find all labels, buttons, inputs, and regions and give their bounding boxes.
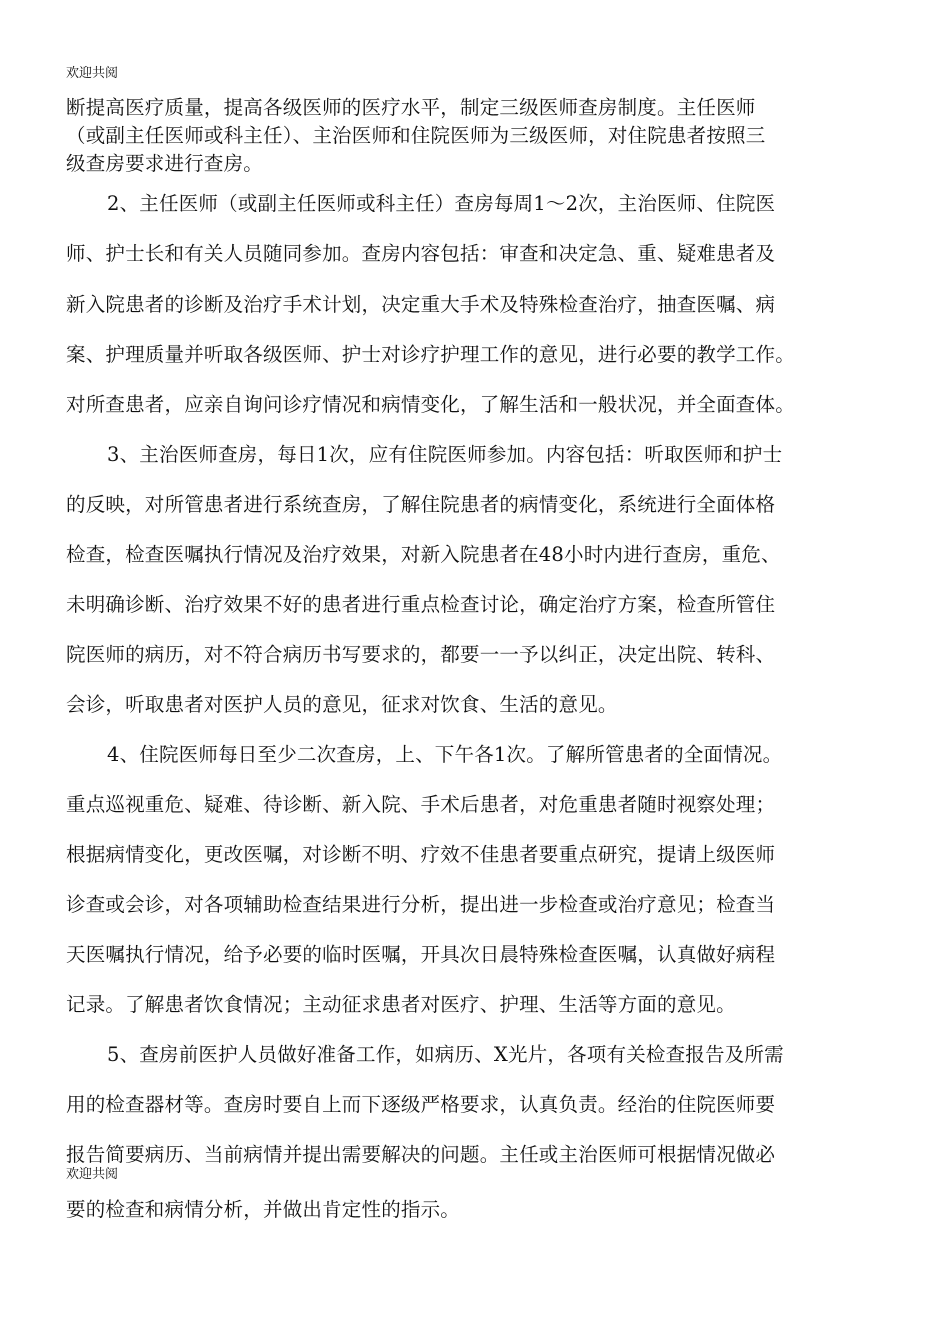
paragraph-3-start: 3、主治医师查房，每日1次，应有住院医师参加。内容包括：听取医师和护士 — [107, 443, 783, 466]
text-line: （或副主任医师或科主任）、主治医师和住院医师为三级医师，对住院患者按照三 — [66, 124, 766, 147]
paragraph-5-start: 5、查房前医护人员做好准备工作，如病历、X光片，各项有关检查报告及所需 — [107, 1043, 784, 1066]
text-line: 会诊，听取患者对医护人员的意见，征求对饮食、生活的意见。 — [66, 693, 618, 716]
text-line: 用的检查器材等。查房时要自上而下逐级严格要求，认真负责。经治的住院医师要 — [66, 1093, 776, 1116]
text-line: 天医嘱执行情况，给予必要的临时医嘱，开具次日晨特殊检查医嘱，认真做好病程 — [66, 943, 776, 966]
text-line: 的反映，对所管患者进行系统查房，了解住院患者的病情变化，系统进行全面体格 — [66, 493, 776, 516]
paragraph-4-start: 4、住院医师每日至少二次查房，上、下午各1次。了解所管患者的全面情况。 — [107, 743, 783, 766]
text-line: 要的检查和病情分析，并做出肯定性的指示。 — [66, 1198, 461, 1221]
text-line: 未明确诊断、治疗效果不好的患者进行重点检查讨论，确定治疗方案，检查所管住 — [66, 593, 776, 616]
text-line: 级查房要求进行查房。 — [66, 152, 264, 175]
text-line: 新入院患者的诊断及治疗手术计划，决定重大手术及特殊检查治疗，抽查医嘱、病 — [66, 293, 776, 316]
text-line: 报告简要病历、当前病情并提出需要解决的问题。主任或主治医师可根据情况做必 — [66, 1143, 776, 1166]
text-line: 记录。了解患者饮食情况；主动征求患者对医疗、护理、生活等方面的意见。 — [66, 993, 736, 1016]
text-line: 诊查或会诊，对各项辅助检查结果进行分析，提出进一步检查或治疗意见；检查当 — [66, 893, 776, 916]
text-line: 检查，检查医嘱执行情况及治疗效果，对新入院患者在48小时内进行查房，重危、 — [66, 543, 781, 566]
text-line: 根据病情变化，更改医嘱，对诊断不明、疗效不佳患者要重点研究，提请上级医师 — [66, 843, 776, 866]
text-line: 师、护士长和有关人员随同参加。查房内容包括：审查和决定急、重、疑难患者及 — [66, 242, 776, 265]
page-header-watermark: 欢迎共阅 — [66, 66, 119, 81]
text-line: 对所查患者，应亲自询问诊疗情况和病情变化，了解生活和一般状况，并全面查体。 — [66, 393, 795, 416]
text-line: 案、护理质量并听取各级医师、护士对诊疗护理工作的意见，进行必要的教学工作。 — [66, 343, 795, 366]
page-footer-watermark: 欢迎共阅 — [66, 1167, 119, 1182]
text-line: 重点巡视重危、疑难、待诊断、新入院、手术后患者，对危重患者随时视察处理； — [66, 793, 776, 816]
paragraph-2-start: 2、主任医师（或副主任医师或科主任）查房每周1～2次，主治医师、住院医 — [107, 192, 776, 215]
text-line: 院医师的病历，对不符合病历书写要求的，都要一一予以纠正，决定出院、转科、 — [66, 643, 776, 666]
text-line: 断提高医疗质量，提高各级医师的医疗水平，制定三级医师查房制度。主任医师 — [66, 96, 756, 119]
